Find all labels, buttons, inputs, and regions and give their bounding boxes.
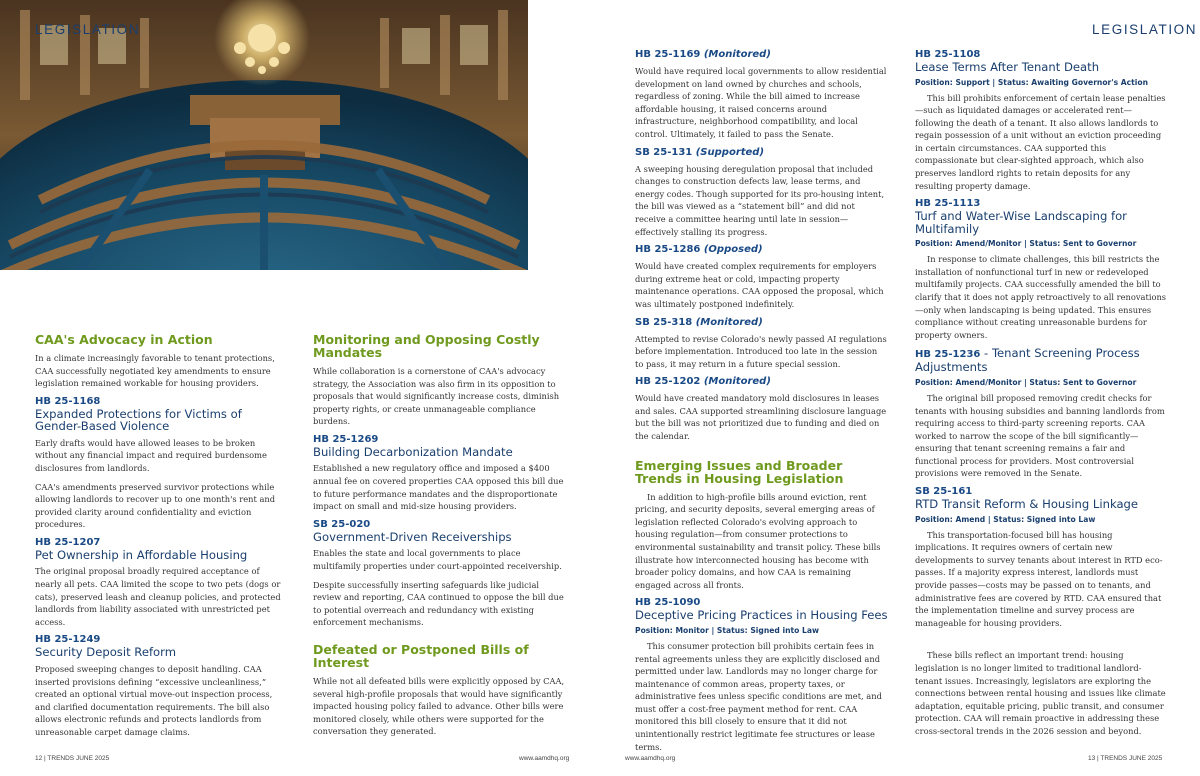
bill-body-hb1168-p2: CAA's amendments preserved survivor protections while allowing landlords to recover up to one month's rent and provided clarity around confidentiality and eviction procedures.	[35, 481, 276, 530]
emerging-heading: Emerging Issues and Broader Trends in Housing Legislation	[635, 457, 844, 486]
bill-position-hb1090: Position: Monitor | Status: Signed into Law	[635, 625, 819, 635]
bill-body-sb161: This transportation-focused bill has housing implications. It requires owners of certain new developments to survey tenants about interest in RTD eco-passes. If a majority express interest, landlords must provide passes—costs may be passed on to tenants, and administrative fees are covered by RTD. CAA ensured that the implementation timeline and survey process are manageable for housing providers.	[915, 529, 1163, 628]
monitoring-heading: Monitoring and Opposing Costly Mandates	[313, 332, 540, 360]
legislative-chamber-photo	[0, 0, 528, 270]
left-column-1	[35, 333, 285, 744]
advocacy-body: In a climate increasingly favorable to tenant protections, CAA successfully negotiated key amendments to ensure legislation remained workable for housing providers.	[35, 353, 275, 389]
bill-code-hb1202-id: HB 25-1202	[635, 376, 701, 388]
bill-code-hb1113: HB 25-1113	[915, 198, 981, 210]
bill-code-hb1286-id: HB 25-1286	[635, 244, 701, 256]
left-column-2	[313, 333, 566, 744]
bill-code-hb1269: HB 25-1269	[313, 433, 379, 445]
bill-code-sb161: SB 25-161	[915, 486, 973, 498]
bill-code-hb1108: HB 25-1108	[915, 49, 981, 60]
bill-title-hb1269: Building Decarbonization Mandate	[313, 444, 513, 459]
advocacy-heading: CAA's Advocacy in Action	[35, 332, 213, 347]
defeated-heading: Defeated or Postponed Bills of Interest	[313, 641, 529, 670]
bill-body-hb1090: This consumer protection bill prohibits certain fees in rental agreements unless they are explicitly disclosed and permitted under law. Landlords may no longer charge for maintenance of common areas, property taxes, or administrative fees unless specific conditions are met, and must offer a cost-free payment method for rent. CAA monitored this bill closely to ensure that it did not unintentionally restrict legitimate fee structures or lease terms.	[635, 640, 882, 752]
bill-code-hb1169-id: HB 25-1169	[635, 49, 701, 60]
bill-title-hb1207: Pet Ownership in Affordable Housing	[35, 547, 248, 562]
bill-status-sb318: (Monitored)	[695, 316, 763, 328]
bill-body-sb020-p1: Enables the state and local governments to place multifamily properties under court-appointed receivership.	[313, 548, 562, 571]
bill-position-hb1236: Position: Amend/Monitor | Status: Sent to Governor	[915, 377, 1137, 387]
closing-body: These bills reflect an important trend: housing legislation is no longer limited to traditional landlord-tenant issues. Increasingly, legislators are exploring the connections between rental housing and issues like climate adaptation, equitable pricing, public transit, and consumer protection. CAA will remain proactive in addressing these cross-sectoral trends in the 2026 session and beyond.	[915, 650, 1166, 736]
bill-body-hb1207: The original proposal broadly required acceptance of nearly all pets. CAA limited the scope to two pets (dogs or cats), preserved leash and cleanup policies, and protected landlords from liability associated with unrestricted pet access.	[35, 566, 281, 627]
bill-body-hb1169: Would have required local governments to allow residential development on land owned by churches and schools, regardless of zoning. While the bill aimed to increase affordable housing, it raised concerns around infrastructure, neighborhood compatibility, and local control. Ultimately, it failed to pass the Senate.	[635, 66, 887, 139]
bill-heading-hb1236: HB 25-1236 - Tenant Screening Process Adjustments	[915, 346, 1140, 375]
bill-position-hb1108: Position: Support | Status: Awaiting Governor's Action	[915, 77, 1149, 87]
footer-left-url: www.aamdhq.org	[519, 755, 570, 762]
bill-code-sb020: SB 25-020	[313, 518, 371, 530]
bill-code-hb1207: HB 25-1207	[35, 536, 101, 548]
bill-title-hb1113: Turf and Water-Wise Landscaping for Multifamily	[915, 209, 1127, 236]
section-label-left: LEGISLATION	[35, 22, 141, 37]
bill-title-hb1090: Deceptive Pricing Practices in Housing Fees	[635, 608, 888, 623]
bill-status-hb1169: (Monitored)	[703, 49, 771, 60]
bill-body-hb1286: Would have created complex requirements for employers during extreme heat or cold, impacting property maintenance operations. CAA opposed the proposal, which was ultimately postponed indefinitely.	[635, 261, 884, 309]
right-column-1	[635, 49, 888, 759]
right-column-2	[915, 49, 1167, 743]
defeated-body: While not all defeated bills were explicitly opposed by CAA, several high-profile proposals that would have significantly impacted housing policy failed to advance. Other bills were monitored closely, while others were supported for the conversation they generated.	[313, 675, 565, 737]
emerging-body: In addition to high-profile bills around eviction, rent pricing, and security deposits, several emerging areas of legislation reflected Colorado's evolving approach to housing regulation—from consumer protections to environmental sustainability and transit policy. These bills illustrate how interconnected housing has become with broader policy domains, and how CAA is remaining engaged across all fronts.	[635, 491, 881, 590]
bill-body-hb1236: The original bill proposed removing credit checks for tenants with housing subsidies and banning landlords from requiring access to third-party screening reports. CAA worked to narrow the scope of the bill significantly—ensuring that tenant screening remains a fair and functional process for providers. Most controversial provisions were removed in the Senate.	[915, 392, 1165, 479]
bill-body-hb1108: This bill prohibits enforcement of certain lease penalties—such as liquidated damages or accelerated rent—following the death of a tenant. It also allows landlords to regain possession of a unit without an eviction proceeding in certain circumstances. CAA supported this compassionate but clear-sighted approach, which also preserves landlord rights to retain deposits for any resulting property damage.	[915, 92, 1166, 191]
bill-body-hb1168-p1: Early drafts would have allowed leases to be broken without any financial impact and required burdensome disclosures from landlords.	[35, 437, 267, 473]
bill-title-sb161: RTD Transit Reform & Housing Linkage	[915, 497, 1139, 512]
bill-body-hb1249: Proposed sweeping changes to deposit handling. CAA inserted provisions defining “excessive uncleanliness,” created an optional virtual move-out inspection process, and clarified documentation requirements. The bill also allows electronic refunds and protects landlords from unreasonable carpet damage claims.	[35, 663, 273, 737]
bill-status-hb1286: (Opposed)	[703, 244, 763, 256]
bill-code-sb318-id: SB 25-318	[635, 316, 693, 328]
bill-code-hb1249: HB 25-1249	[35, 634, 101, 646]
bill-body-hb1202: Would have created mandatory mold disclosures in leases and sales. CAA supported streamlining disclosure language but the bill was not prioritized due to funding and died on the calendar.	[635, 393, 887, 442]
bill-code-sb131	[635, 147, 888, 159]
bill-body-sb020-p2: Despite successfully inserting safeguards like judicial review and reporting, CAA continued to oppose the bill due to potential overreach and redundancy with existing enforcement mechanisms.	[313, 579, 564, 628]
footer-right-page-number: 13 | TRENDS JUNE 2025	[1088, 755, 1163, 762]
bill-title-hb1108: Lease Terms After Tenant Death	[915, 60, 1100, 74]
bill-code-hb1202	[635, 376, 888, 388]
bill-title-sb020: Government-Driven Receiverships	[313, 529, 512, 544]
bill-title-hb1249: Security Deposit Reform	[35, 645, 176, 660]
footer-right-url: www.aamdhq.org	[625, 755, 676, 762]
section-label-right: LEGISLATION	[1092, 22, 1198, 37]
bill-code-hb1169	[635, 49, 888, 61]
bill-body-sb318: Attempted to revise Colorado's newly passed AI regulations before implementation. Introduced too late in the session to pass, it may return in a future special session.	[635, 333, 887, 369]
bill-body-hb1269: Established a new regulatory office and imposed a $400 annual fee on covered properties CAA opposed this bill due to future performance mandates and the disproportionate impact on small and mid-size housing providers.	[313, 463, 564, 512]
monitoring-body: While collaboration is a cornerstone of CAA's advocacy strategy, the Association was also firm in its opposition to proposals that would significantly increase costs, diminish property rights, or create unmanageable compliance burdens.	[313, 366, 560, 427]
bill-title-hb1236: Tenant Screening Process Adjustments	[915, 346, 1140, 375]
bill-code-hb1236: HB 25-1236	[915, 349, 981, 361]
bill-body-sb131: A sweeping housing deregulation proposal that included changes to construction defects law, lease terms, and energy codes. Though supported for its pro-housing intent, the bill was viewed as a “statement bill” and did not receive a committee hearing until late in session—effectively stalling its progress.	[635, 163, 885, 237]
bill-code-hb1168: HB 25-1168	[35, 395, 101, 407]
bill-code-sb131-id: SB 25-131	[635, 146, 693, 158]
footer-left-page-number: 12 | TRENDS JUNE 2025	[35, 755, 110, 762]
bill-code-hb1286	[635, 244, 888, 256]
bill-code-hb1090: HB 25-1090	[635, 597, 701, 609]
bill-body-hb1113: In response to climate challenges, this bill restricts the installation of nonfunctional turf in new or redeveloped multifamily projects. CAA successfully amended the bill to clarify that it does not apply retroactively to all renovations—only when landscaping is being updated. This ensures compliance without creating unreasonable burdens for property owners.	[915, 254, 1167, 340]
bill-code-sb318	[635, 317, 888, 329]
bill-status-sb131: (Supported)	[695, 146, 765, 158]
bill-status-hb1202: (Monitored)	[703, 376, 771, 388]
bill-position-sb161: Position: Amend | Status: Signed into Law	[915, 514, 1096, 524]
bill-position-hb1113: Position: Amend/Monitor | Status: Sent to Governor	[915, 239, 1137, 249]
bill-title-hb1168: Expanded Protections for Victims of Gender-Based Violence	[35, 406, 242, 434]
